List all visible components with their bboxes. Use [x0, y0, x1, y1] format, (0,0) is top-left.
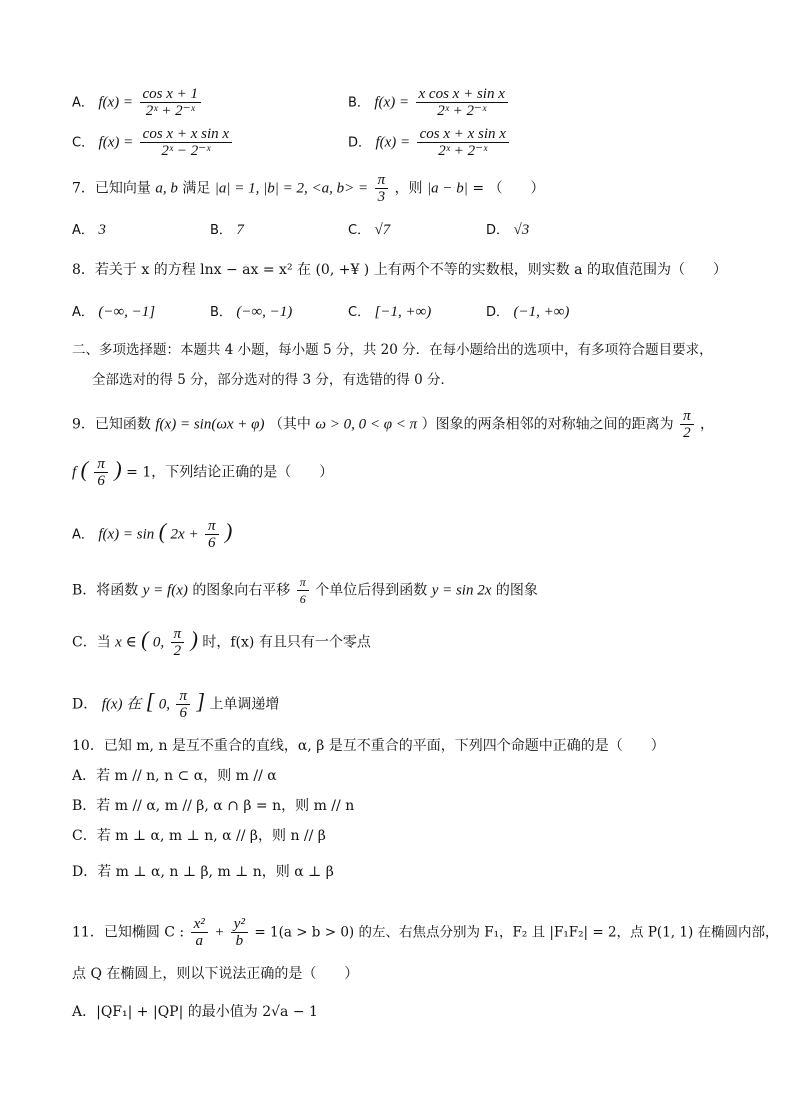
q9-stem-math: f(x) = sin(ωx + φ) [155, 416, 265, 433]
option-label: B． [210, 305, 232, 320]
q8-option-d [486, 302, 569, 323]
fraction [191, 916, 208, 949]
option-math: f(x) 在 [101, 696, 142, 713]
option-math: x ∈ [115, 634, 137, 651]
numerator: π [375, 172, 389, 189]
q10-option-c: C．若 m ⊥ α, m ⊥ n, α // β，则 n // β [72, 828, 326, 844]
q8-option-a [72, 302, 155, 323]
paren-close: ) [114, 456, 122, 482]
numerator: π [94, 456, 108, 473]
fraction [297, 574, 309, 607]
fraction [375, 172, 389, 205]
q9-line2 [72, 456, 333, 489]
q6-option-b [348, 86, 510, 119]
q9-stem-pre: 9．已知函数 [72, 416, 151, 433]
plus-sign: + [214, 924, 225, 941]
option-value: (−∞, −1] [98, 304, 156, 320]
numerator: π [176, 688, 190, 705]
fraction [416, 86, 508, 119]
q7-tail: = （ ） [472, 180, 545, 197]
option-value: 7 [236, 222, 244, 238]
q8-stem: 8．若关于 x 的方程 lnx − ax = x² 在 (0, +¥ ) 上有两个不等的实数根，则实数 a 的取值范围为（ ） [72, 262, 727, 278]
option-math: f(x) = sin [98, 526, 155, 543]
function-name: f [72, 464, 77, 481]
function-lhs: f(x) = [98, 134, 134, 151]
q10-stem: 10．已知 m, n 是互不重合的直线，α, β 是互不重合的平面，下列四个命题中正确的是（ ） [72, 738, 665, 754]
section2-line1: 二、多项选择题：本题共 4 小题，每小题 5 分，共 20 分．在每小题给出的选项中，有多项符合题目要求， [72, 342, 713, 358]
denominator: 3 [377, 189, 386, 205]
denominator: 2 [173, 643, 182, 659]
q7-option-d [486, 220, 529, 241]
q7-option-b [210, 220, 244, 241]
numerator: cos x + 1 [140, 86, 202, 103]
option-text: B．将函数 [72, 582, 139, 599]
q11-option-a: A．|QF₁| + |QP| 的最小值为 2√a − 1 [72, 1004, 318, 1020]
q9-stem-cond: ω > 0, 0 < φ < π [315, 416, 418, 433]
function-lhs: f(x) = [375, 134, 411, 151]
fraction [171, 626, 185, 659]
option-label: C． [348, 305, 371, 320]
option-text: 上单调递增 [209, 696, 280, 713]
option-label: A． [72, 95, 94, 111]
q11-line2: 点 Q 在椭圆上，则以下说法正确的是（ ） [72, 966, 359, 982]
numerator: x² [191, 916, 208, 933]
q7-stem [72, 172, 545, 205]
denominator: 2 [683, 425, 691, 441]
fraction [140, 126, 232, 159]
fraction [140, 86, 202, 119]
q7-cond-text: 满足 [182, 180, 211, 197]
paren-open: ( [80, 456, 88, 482]
q7-vectors: a, b [155, 180, 178, 197]
denominator: 6 [97, 473, 105, 489]
option-label: D． [348, 135, 372, 151]
q7-ask-math: |a − b| [427, 180, 468, 197]
option-text: 的图象 [495, 582, 538, 599]
q9-stem [72, 408, 714, 441]
numerator: x cos x + sin x [416, 86, 508, 103]
option-value: [−1, +∞) [374, 304, 432, 320]
q10-option-b: B．若 m // α, m // β, α ∩ β = n，则 m // n [72, 798, 355, 814]
q9-option-c [72, 626, 371, 659]
option-text: C．当 [72, 634, 111, 651]
q9-option-b [72, 574, 538, 607]
option-inner: 0, [158, 696, 170, 713]
numerator: π [680, 408, 694, 425]
denominator: 2ˣ + 2⁻ˣ [437, 103, 487, 119]
q7-cond-math: |a| = 1, |b| = 2, <a, b> = [214, 180, 369, 197]
q7-then: ，则 [394, 180, 423, 197]
option-text: 个单位后得到函数 [315, 582, 428, 599]
q7-option-c [348, 220, 390, 241]
option-math: y = f(x) [142, 582, 188, 599]
fraction [205, 518, 219, 551]
option-label: B． [210, 223, 232, 238]
q11-stem-pre: 11．已知椭圆 C : [72, 924, 185, 941]
numerator: π [171, 626, 185, 643]
option-value: 3 [98, 222, 106, 238]
option-text: 的图象向右平移 [192, 582, 291, 599]
option-inner: 2x + [170, 526, 199, 543]
denominator: b [235, 933, 244, 949]
option-value: √3 [513, 222, 530, 238]
denominator: a [195, 933, 203, 949]
paren-close: ) [190, 626, 198, 652]
function-lhs: f(x) = [98, 94, 134, 111]
q6-option-c [72, 126, 234, 159]
numerator: cos x + x sin x [140, 126, 232, 143]
q9-option-d [72, 688, 279, 721]
option-value: (−∞, −1) [236, 304, 293, 320]
q7-stem-pre: 7．已知向量 [72, 180, 151, 197]
option-label: B． [348, 95, 370, 111]
denominator: 2ˣ + 2⁻ˣ [438, 143, 488, 159]
section2-line2: 全部选对的得 5 分，部分选对的得 3 分，有选错的得 0 分． [92, 372, 455, 388]
numerator: y² [231, 916, 248, 933]
option-text: D． [72, 696, 98, 713]
paren-open: ( [141, 626, 149, 652]
q9-stem-post: ）图象的两条相邻的对称轴之间的距离为 [421, 416, 674, 433]
option-text: 时，f(x) 有且只有一个零点 [202, 634, 371, 651]
denominator: 6 [208, 535, 216, 551]
fraction [231, 916, 248, 949]
q9-stem-mid: （其中 [268, 416, 311, 433]
option-label: A． [72, 223, 94, 238]
option-inner: 0, [152, 634, 165, 651]
q11-stem [72, 916, 779, 949]
bracket-open: [ [145, 688, 155, 714]
option-value: √7 [374, 222, 391, 238]
q11-stem-post: = 1(a > b > 0) 的左、右焦点分别为 F₁，F₂ 且 |F₁F₂| = 2，点 P(1, 1) 在椭圆内部， [254, 924, 779, 941]
option-label: A． [72, 305, 94, 320]
function-lhs: f(x) = [374, 94, 410, 111]
paren-close: ) [225, 518, 233, 544]
denominator: 6 [299, 592, 306, 606]
q8-option-c [348, 302, 431, 323]
option-label: D． [486, 223, 510, 238]
fraction [94, 456, 108, 489]
q10-option-d: D．若 m ⊥ α, n ⊥ β, m ⊥ n，则 α ⊥ β [72, 864, 334, 880]
q9-line2-post: = 1，下列结论正确的是（ ） [126, 464, 334, 481]
numerator: π [297, 574, 309, 591]
option-label: D． [486, 305, 510, 320]
option-label: A． [72, 527, 94, 543]
fraction [176, 688, 190, 721]
paren-open: ( [158, 518, 167, 544]
denominator: 6 [179, 705, 187, 721]
option-label: C． [348, 223, 371, 238]
denominator: 2ˣ − 2⁻ˣ [161, 143, 211, 159]
fraction [680, 408, 694, 441]
option-math: y = sin 2x [431, 582, 492, 599]
fraction [417, 126, 509, 159]
numerator: cos x + x sin x [417, 126, 509, 143]
q6-option-d [348, 126, 511, 159]
q6-option-a [72, 86, 203, 119]
q9-option-a [72, 518, 232, 551]
q10-option-a: A．若 m // n, n ⊂ α，则 m // α [72, 768, 277, 784]
option-value: (−1, +∞) [513, 304, 570, 320]
q7-option-a [72, 220, 106, 241]
bracket-close: ] [196, 688, 205, 714]
numerator: π [205, 518, 219, 535]
option-label: C． [72, 135, 95, 151]
q8-option-b [210, 302, 292, 323]
q9-comma: ， [700, 416, 715, 433]
denominator: 2ˣ + 2⁻ˣ [145, 103, 195, 119]
